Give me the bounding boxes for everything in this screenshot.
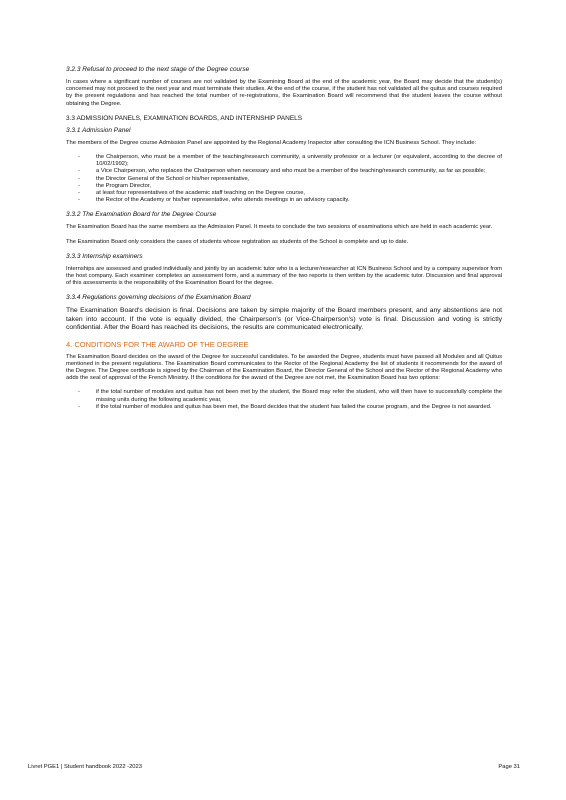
section-text-3-3-3: Internships are assessed and graded individually and jointly by an academic tutor who is a lecturer/researcher at ICN Business School and by a company supervisor from the host company. Each examiner completes an assessment form, and a summary of the two reports is then written by the academic tutor. Discussion and final approval of this assessments is the responsibility of the Examination Board for the degree. (66, 265, 502, 287)
section-text-3-3-2-a: The Examination Board has the same members as the Admission Panel. It meets to conclude the two sessions of examinations which are held in each academic year. (66, 224, 493, 231)
section-text-4: The Examination Board decides on the award of the Degree for successful candidates. To be awarded the Degree, students must have passed all Modules and all Quitus mentioned in the present regulations. The Examination Board communicates to the Rector of the Regional Academy the list of students it recommends for the award of the Degree. The Degree certificate is signed by the Chairman of the Examination Board, the Director General of the School and the Rector of the Regional Academy who adds the seal of approval of the French Ministry. If the conditions for the award of the Degree are not met, the Examination Board has two options: (66, 353, 502, 382)
list-item: - the Program Director, (66, 183, 502, 190)
section-heading-3-2-3: 3.2.3 Refusal to proceed to the next stage of the Degree course (66, 66, 250, 73)
list-item: - a Vice Chairperson, who replaces the Chairperson when necessary and who must be a member of the teaching/research community, as far as possible; (66, 168, 502, 175)
section-text-3-3-4: The Examination Board's decision is final. Decisions are taken by simple majority of the Board members present, and any abstentions are not taken into account. If the vote is equally divided, the Chairperson's (or Vice-Chairperson's) vote is final. Discussion and voting is strictly confidential. After the Board has reached its decisions, the results are communicated electronically. (66, 307, 502, 332)
list-item: - the Rector of the Academy or his/her representative, who attends meetings in an advisory capacity. (66, 197, 502, 204)
admission-panel-list (66, 154, 502, 204)
footer-handbook-label: Livret PGE1 | Student handbook 2022 -2023 (28, 764, 142, 770)
list-item: - at least four representatives of the academic staff teaching on the Degree course, (66, 190, 502, 197)
list-item: - the Director General of the School or his/her representative, (66, 176, 502, 183)
section-heading-3-3-4: 3.3.4 Regulations governing decisions of the Examination Board (66, 294, 251, 302)
page-footer (28, 764, 520, 770)
list-item: - the Chairperson, who must be a member of the teaching/research community, a university professor or a lecturer (or equivalent, according to the decree of 10/02/1992); (66, 154, 502, 168)
list-item: - if the total number of modules and quitus has not been met by the student, the Board may refer the student, who will then have to successfully complete the missing units during the following academic year, (66, 389, 502, 403)
section-heading-3-3-1: 3.3.1 Admission Panel (66, 126, 131, 134)
section-heading-4: 4. CONDITIONS FOR THE AWARD OF THE DEGREE (66, 339, 249, 349)
section-text-3-3-2-b: The Examination Board only considers the cases of students whose registration as students of the School is complete and up to date. (66, 238, 409, 245)
section-heading-3-3-2: 3.3.2 The Examination Board for the Degree Course (66, 211, 217, 219)
list-item: - if the total number of modules and quitus has been met, the Board decides that the student has failed the course program, and the Degree is not awarded. (66, 404, 502, 411)
section-text-3-2-3: In cases where a significant number of courses are not validated by the Examining Board at the end of the academic year, the Board may decide that the student(s) concerned may not proceed to the next year and must terminate their studies. At the end of the course, if the student has not validated all the quitus and courses required by the present regulations and has reached the total number of re-registrations, the Examination Board will recommend that the student leaves the course without obtaining the Degree. (66, 79, 502, 107)
section-text-3-3-1: The members of the Degree course Admission Panel are appointed by the Regional Academy Inspector after consulting the ICN Business School. They include: (66, 139, 477, 146)
award-options-list (66, 389, 502, 411)
footer-page-number: Page 31 (498, 764, 520, 770)
section-heading-3-3: 3.3 ADMISSION PANELS, EXAMINATION BOARDS, AND INTERNSHIP PANELS (66, 114, 303, 122)
section-heading-3-3-3: 3.3.3 Internship examiners (66, 252, 143, 260)
page-content (66, 66, 502, 418)
